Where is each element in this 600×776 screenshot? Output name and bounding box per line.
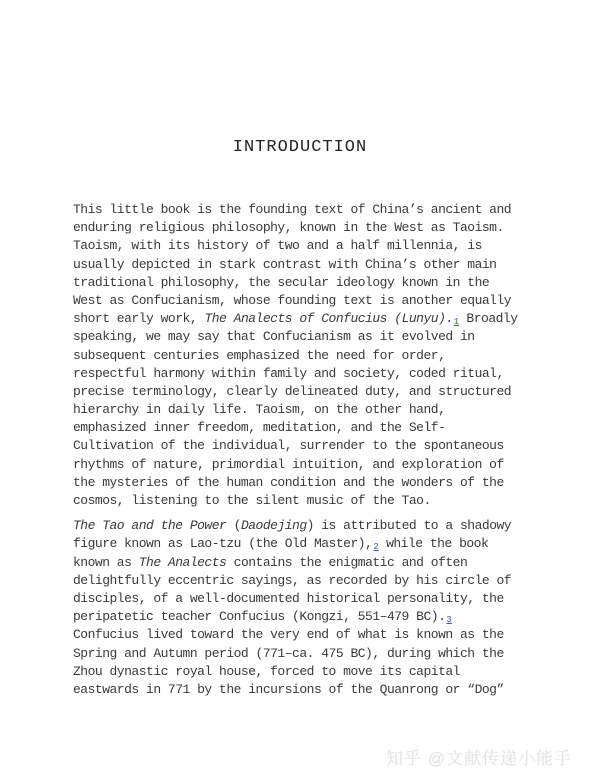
text-run: delightfully eccentric sayings, as recorded by his circle of bbox=[73, 572, 512, 588]
text-run: peripatetic teacher Confucius (Kongzi, 551–479 BC). bbox=[73, 609, 446, 625]
text-run: disciples, of a well-documented historical personality, the bbox=[73, 590, 504, 606]
text-run: subsequent centuries emphasized the need for order, bbox=[73, 347, 446, 363]
text-line bbox=[73, 347, 548, 365]
text-line bbox=[73, 535, 548, 553]
text-run: hierarchy in daily life. Taoism, on the other hand, bbox=[73, 402, 446, 418]
text-run: ( bbox=[226, 518, 241, 534]
text-line bbox=[73, 681, 548, 699]
text-line bbox=[73, 274, 548, 292]
text-line bbox=[73, 292, 548, 310]
text-line bbox=[73, 401, 548, 419]
text-run: respectful harmony within family and society, coded ritual, bbox=[73, 365, 504, 381]
text-line bbox=[73, 456, 548, 474]
text-run: West as Confucianism, whose founding text is another equally bbox=[73, 292, 512, 308]
italic-text: The Tao and the Power bbox=[73, 518, 227, 534]
watermark-text: 知乎 @文献传递小能手 bbox=[386, 749, 572, 768]
text-run: usually depicted in stark contrast with China’s other main bbox=[73, 256, 497, 272]
footnote-link-1[interactable]: 1 bbox=[453, 317, 460, 328]
text-line bbox=[73, 517, 548, 535]
text-run: ) is attributed to a shadowy bbox=[306, 518, 512, 534]
text-line bbox=[73, 201, 548, 219]
paragraph bbox=[73, 517, 548, 699]
text-run: Confucius lived toward the very end of what is known as the bbox=[73, 627, 504, 643]
italic-text: The Analects bbox=[138, 554, 227, 570]
text-line bbox=[73, 310, 548, 328]
text-line bbox=[73, 492, 548, 510]
text-run: while the book bbox=[378, 536, 489, 552]
text-run: Cultivation of the individual, surrender to the spontaneous bbox=[73, 438, 504, 454]
text-line bbox=[73, 645, 548, 663]
text-run: Zhou dynastic royal house, forced to move its capital bbox=[73, 663, 460, 679]
italic-text: The Analects of Confucius (Lunyu) bbox=[204, 311, 446, 327]
text-run: precise terminology, clearly delineated duty, and structured bbox=[73, 383, 512, 399]
text-run: eastwards in 771 by the incursions of the Quanrong or “Dog” bbox=[73, 681, 504, 697]
text-run: Broadly bbox=[459, 311, 518, 327]
text-run: This little book is the founding text of China’s ancient and bbox=[73, 202, 512, 217]
text-run: rhythms of nature, primordial intuition, and exploration of bbox=[73, 456, 504, 472]
text-line bbox=[73, 219, 548, 237]
text-line bbox=[73, 608, 548, 626]
document-body bbox=[73, 201, 548, 706]
text-run: traditional philosophy, the secular ideology known in the bbox=[73, 274, 490, 290]
text-run: speaking, we may say that Confucianism as it evolved in bbox=[73, 329, 475, 345]
text-run: known as bbox=[73, 554, 139, 570]
text-line bbox=[73, 572, 548, 590]
text-run: short early work, bbox=[73, 311, 205, 327]
text-line bbox=[73, 663, 548, 681]
text-line bbox=[73, 419, 548, 437]
paragraph bbox=[73, 201, 548, 510]
text-line bbox=[73, 590, 548, 608]
italic-text: Daodejing bbox=[240, 518, 307, 534]
text-line bbox=[73, 437, 548, 455]
text-run: Spring and Autumn period (771–ca. 475 BC), during which the bbox=[73, 645, 504, 661]
text-line bbox=[73, 626, 548, 644]
text-run: the mysteries of the human condition and the wonders of the bbox=[73, 474, 504, 490]
text-line bbox=[73, 474, 548, 492]
text-run: contains the enigmatic and often bbox=[226, 554, 468, 570]
text-run: enduring religious philosophy, known in the West as Taoism. bbox=[73, 220, 504, 236]
text-run: cosmos, listening to the silent music of the Tao. bbox=[73, 493, 431, 508]
text-line bbox=[73, 237, 548, 255]
text-line bbox=[73, 328, 548, 346]
text-line bbox=[73, 256, 548, 274]
text-line bbox=[73, 365, 548, 383]
text-line bbox=[73, 554, 548, 572]
text-line bbox=[73, 383, 548, 401]
footnote-link-3[interactable]: 3 bbox=[446, 615, 452, 626]
text-run: Taoism, with its history of two and a half millennia, is bbox=[73, 238, 482, 254]
page-title: INTRODUCTION bbox=[232, 138, 368, 157]
text-run: . bbox=[445, 311, 453, 327]
footnote-link-2[interactable]: 2 bbox=[373, 542, 379, 553]
text-run: emphasized inner freedom, meditation, and the Self- bbox=[73, 420, 446, 436]
text-run: figure known as Lao-tzu (the Old Master), bbox=[73, 536, 373, 552]
